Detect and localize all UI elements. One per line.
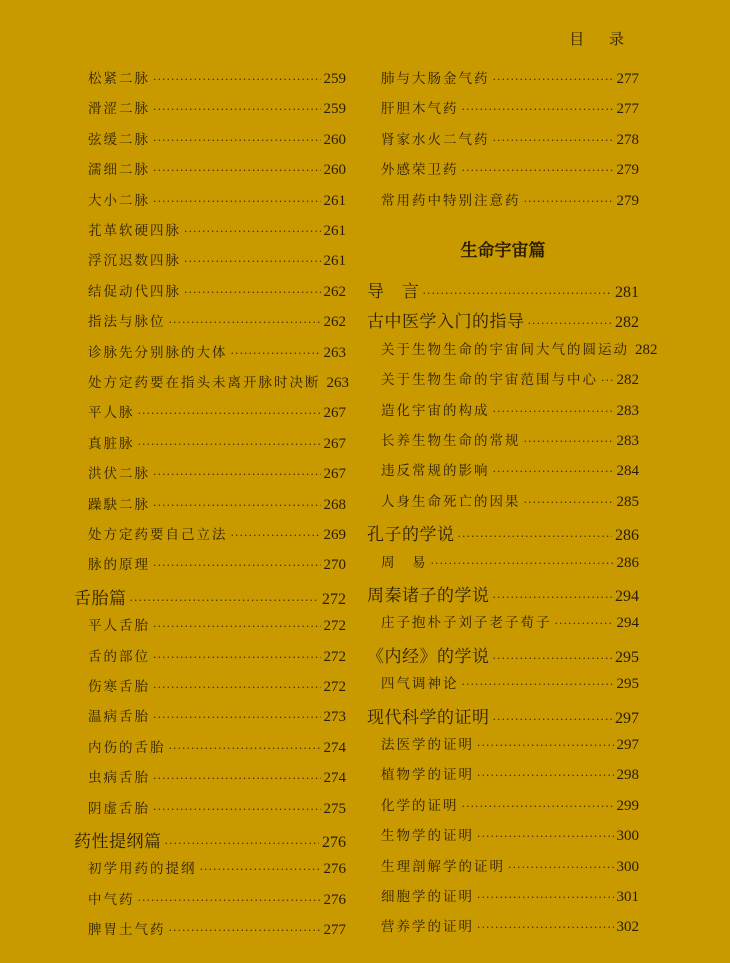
toc-chapter-entry [367, 642, 639, 667]
toc-entry [367, 338, 658, 360]
dot-leader [130, 594, 320, 607]
toc-entry-title: 外感荣卫药 [381, 162, 459, 179]
toc-entry-page: 294 [615, 588, 639, 605]
toc-entry [367, 459, 639, 481]
dot-leader [524, 496, 614, 509]
dot-leader [153, 468, 321, 481]
toc-entry-page: 261 [323, 192, 346, 209]
toc-entry-title: 肾家水火二气药 [381, 131, 490, 148]
toc-entry [367, 551, 639, 573]
toc-entry-title: 脾胃土气药 [88, 922, 166, 939]
dot-leader [528, 317, 613, 330]
toc-entry [367, 490, 639, 512]
dot-leader [462, 678, 614, 691]
toc-entry-title: 真脏脉 [88, 435, 135, 452]
toc-entry-title: 药性提纲篇 [74, 832, 162, 852]
toc-entry-page: 298 [616, 767, 639, 784]
toc-entry-title: 诊脉先分别脉的大体 [88, 344, 228, 361]
dot-leader [153, 803, 321, 816]
dot-leader [477, 739, 614, 752]
toc-entry [74, 158, 346, 180]
toc-entry-title: 松紧二脉 [88, 71, 150, 87]
dot-leader [477, 891, 614, 904]
toc-entry-title: 肝胆木气药 [381, 101, 459, 118]
dot-leader [493, 134, 614, 147]
toc-entry-page: 269 [323, 527, 346, 543]
toc-entry-page: 276 [323, 891, 346, 908]
toc-entry-title: 处方定药要自己立法 [88, 527, 228, 543]
toc-entry-title: 舌的部位 [88, 648, 150, 665]
dot-leader [153, 559, 321, 572]
toc-entry-page: 261 [323, 253, 346, 270]
toc-chapter-entry [367, 277, 639, 302]
toc-entry [367, 429, 639, 451]
dot-leader [524, 435, 614, 448]
toc-entry [367, 368, 639, 390]
toc-entry-title: 滑涩二脉 [88, 101, 150, 118]
toc-entry-title: 生物学的证明 [381, 828, 474, 845]
toc-entry-page: 262 [323, 283, 346, 300]
toc-entry [74, 280, 346, 302]
toc-entry-page: 277 [323, 922, 346, 939]
dot-leader [231, 347, 321, 360]
toc-entry-page: 279 [616, 162, 639, 179]
toc-entry-page: 285 [616, 493, 639, 510]
toc-entry [74, 432, 346, 454]
dot-leader [601, 374, 614, 387]
section-title: 生命宇宙篇 [460, 241, 546, 261]
dot-leader [458, 530, 613, 543]
toc-entry-page: 294 [616, 615, 639, 632]
toc-entry [74, 797, 346, 819]
toc-entry-page: 286 [616, 554, 639, 571]
toc-entry-title: 营养学的证明 [381, 919, 474, 936]
toc-entry-page: 284 [616, 463, 639, 480]
toc-entry-title: 植物学的证明 [381, 767, 474, 784]
dot-leader [231, 529, 321, 542]
toc-entry-page: 267 [323, 435, 346, 452]
dot-leader [184, 225, 321, 238]
toc-entry [74, 97, 346, 119]
toc-entry-page: 268 [323, 496, 346, 513]
toc-entry-page: 301 [616, 889, 639, 905]
toc-entry-page: 263 [326, 375, 349, 391]
toc-entry-title: 阴虚舌胎 [88, 800, 150, 817]
toc-entry-title: 洪伏二脉 [88, 466, 150, 483]
toc-entry-page: 297 [615, 709, 639, 727]
toc-entry-page: 274 [323, 770, 346, 787]
dot-leader [153, 103, 321, 116]
toc-entry-title: 中气药 [88, 891, 135, 908]
toc-entry [74, 401, 346, 423]
toc-entry-title: 关于生物生命的宇宙范围与中心 [381, 372, 598, 389]
dot-leader [153, 651, 321, 664]
toc-entry [74, 219, 346, 241]
toc-entry-page: 278 [616, 131, 639, 148]
dot-leader [524, 195, 614, 208]
dot-leader [153, 73, 321, 86]
toc-entry-title: 指法与脉位 [88, 314, 166, 331]
toc-entry-page: 260 [323, 131, 346, 148]
dot-leader [423, 287, 613, 300]
dot-leader [508, 861, 614, 874]
toc-chapter-entry [367, 703, 639, 728]
toc-entry-page: 270 [323, 557, 346, 574]
toc-entry [367, 824, 639, 846]
dot-leader [431, 557, 614, 570]
toc-entry-title: 处方定药要在指头未离开脉时决断 [88, 375, 321, 391]
dot-leader [138, 407, 321, 420]
toc-entry-page: 300 [616, 828, 639, 845]
toc-entry [367, 672, 639, 694]
toc-entry-title: 周秦诸子的学说 [367, 586, 490, 606]
toc-entry-page: 273 [323, 709, 346, 726]
toc-entry [367, 158, 639, 180]
toc-entry [367, 189, 639, 211]
toc-entry-page: 272 [322, 590, 346, 608]
toc-entry-page: 276 [323, 861, 346, 878]
toc-entry [367, 97, 639, 119]
toc-chapter-entry [74, 584, 346, 609]
dot-leader [493, 591, 613, 604]
toc-entry-page: 295 [615, 648, 639, 666]
toc-entry-page: 272 [323, 618, 346, 635]
toc-entry-title: 温病舌胎 [88, 709, 150, 726]
dot-leader [462, 164, 614, 177]
toc-chapter-entry [74, 827, 346, 852]
toc-entry-title: 初学用药的提纲 [88, 861, 197, 878]
dot-leader [153, 164, 321, 177]
dot-leader [153, 195, 321, 208]
toc-entry [74, 310, 346, 332]
toc-entry [74, 766, 346, 788]
toc-entry [367, 855, 639, 877]
dot-leader [462, 800, 614, 813]
dot-leader [169, 742, 321, 755]
dot-leader [153, 620, 321, 633]
toc-entry-title: 躁駃二脉 [88, 496, 150, 513]
toc-entry-title: 细胞学的证明 [381, 889, 474, 905]
toc-entry-title: 周 易 [381, 554, 428, 571]
toc-entry [74, 371, 349, 393]
toc-entry-page: 276 [322, 834, 346, 851]
toc-entry [74, 675, 346, 697]
toc-entry-title: 平人脉 [88, 405, 135, 422]
toc-entry [367, 794, 639, 816]
toc-entry [74, 645, 346, 667]
toc-entry [74, 462, 346, 484]
toc-entry-title: 违反常规的影响 [381, 463, 490, 480]
toc-entry-page: 272 [323, 648, 346, 665]
toc-entry [74, 888, 346, 910]
toc-entry-title: 平人舌胎 [88, 618, 150, 635]
toc-entry-page: 283 [616, 402, 639, 419]
toc-entry-title: 法医学的证明 [381, 737, 474, 753]
toc-entry-page: 259 [323, 71, 346, 87]
dot-leader [555, 617, 614, 630]
dot-leader [184, 286, 321, 299]
toc-entry-title: 生理剖解学的证明 [381, 858, 505, 875]
dot-leader [169, 924, 321, 937]
toc-entry-page: 267 [323, 466, 346, 483]
dot-leader [138, 438, 321, 451]
toc-entry-title: 虫病舌胎 [88, 770, 150, 787]
toc-entry-title: 常用药中特别注意药 [381, 192, 521, 209]
dot-leader [200, 863, 321, 876]
toc-entry-title: 脉的原理 [88, 557, 150, 574]
toc-entry-page: 267 [323, 405, 346, 422]
dot-leader [153, 499, 321, 512]
toc-entry [367, 611, 639, 633]
toc-entry [74, 918, 346, 940]
toc-entry-title: 导 言 [367, 282, 420, 302]
toc-entry [74, 67, 346, 89]
toc-entry-page: 260 [323, 162, 346, 179]
toc-entry [367, 885, 639, 907]
toc-entry [74, 857, 346, 879]
toc-entry-page: 279 [616, 192, 639, 209]
toc-entry-page: 283 [616, 433, 639, 449]
toc-entry [74, 249, 346, 271]
dot-leader [493, 73, 614, 86]
toc-entry-title: 弦缓二脉 [88, 131, 150, 148]
toc-entry-title: 大小二脉 [88, 192, 150, 209]
toc-entry-title: 伤寒舌胎 [88, 679, 150, 695]
toc-entry-title: 肺与大肠金气药 [381, 71, 490, 87]
toc-entry-title: 人身生命死亡的因果 [381, 493, 521, 510]
toc-entry [74, 705, 346, 727]
dot-leader [153, 711, 321, 724]
toc-entry-title: 古中医学入门的指导 [367, 312, 525, 333]
toc-entry-page: 277 [616, 71, 639, 87]
toc-entry-page: 282 [615, 314, 639, 332]
toc-entry-title: 四气调神论 [381, 676, 459, 693]
dot-leader [184, 255, 321, 268]
toc-entry-page: 299 [616, 797, 639, 814]
toc-entry-page: 275 [323, 800, 346, 817]
toc-entry [74, 493, 346, 515]
toc-entry-page: 297 [616, 737, 639, 753]
dot-leader [493, 465, 614, 478]
toc-entry-title: 造化宇宙的构成 [381, 402, 490, 419]
toc-entry [367, 128, 639, 150]
toc-entry-page: 272 [323, 679, 346, 695]
toc-entry [74, 553, 346, 575]
dot-leader [462, 103, 614, 116]
toc-chapter-entry [367, 307, 639, 333]
dot-leader [493, 652, 613, 665]
toc-entry-page: 259 [323, 101, 346, 118]
toc-entry-title: 现代科学的证明 [367, 707, 490, 728]
toc-entry [367, 763, 639, 785]
dot-leader [153, 681, 321, 694]
dot-leader [493, 713, 613, 726]
toc-entry-page: 286 [615, 527, 639, 545]
toc-entry-page: 302 [616, 919, 639, 936]
toc-entry-page: 300 [616, 858, 639, 875]
toc-entry [74, 341, 346, 363]
toc-entry-title: 孔子的学说 [367, 525, 455, 546]
toc-entry [74, 128, 346, 150]
toc-entry [74, 523, 346, 545]
toc-entry-title: 濡细二脉 [88, 162, 150, 179]
toc-entry [74, 614, 346, 636]
toc-entry [74, 189, 346, 211]
toc-entry-page: 282 [616, 372, 639, 389]
toc-entry-title: 芤革软硬四脉 [88, 223, 181, 239]
page-header-title: 目 录 [569, 30, 634, 48]
toc-entry [367, 67, 639, 89]
toc-chapter-entry [367, 520, 639, 546]
toc-chapter-entry [367, 581, 639, 606]
toc-entry [367, 915, 639, 937]
toc-entry-title: 庄子抱朴子刘子老子荀子 [381, 615, 552, 632]
toc-entry-page: 263 [323, 344, 346, 361]
toc-entry-page: 281 [615, 284, 639, 301]
toc-entry-page: 262 [323, 314, 346, 331]
toc-entry-title: 《内经》的学说 [367, 646, 490, 667]
toc-entry-title: 长养生物生命的常规 [381, 433, 521, 449]
dot-leader [165, 837, 320, 850]
dot-leader [477, 921, 614, 934]
dot-leader [153, 134, 321, 147]
toc-entry-page: 277 [616, 101, 639, 118]
toc-entry [74, 736, 346, 758]
toc-entry-title: 浮沉迟数四脉 [88, 253, 181, 270]
toc-entry-page: 295 [616, 676, 639, 693]
toc-entry-page: 282 [635, 341, 658, 358]
toc-entry-title: 舌胎篇 [74, 588, 127, 609]
dot-leader [138, 894, 321, 907]
dot-leader [477, 769, 614, 782]
toc-entry-title: 关于生物生命的宇宙间大气的圆运动 [381, 341, 629, 358]
toc-entry [367, 399, 639, 421]
dot-leader [493, 405, 614, 418]
dot-leader [477, 830, 614, 843]
toc-entry-page: 261 [323, 223, 346, 239]
toc-entry-page: 274 [323, 739, 346, 756]
toc-entry-title: 化学的证明 [381, 797, 459, 814]
toc-entry [367, 733, 639, 755]
toc-entry-title: 结促动代四脉 [88, 283, 181, 300]
dot-leader [169, 316, 321, 329]
dot-leader [153, 772, 321, 785]
toc-entry-title: 内伤的舌胎 [88, 739, 166, 756]
